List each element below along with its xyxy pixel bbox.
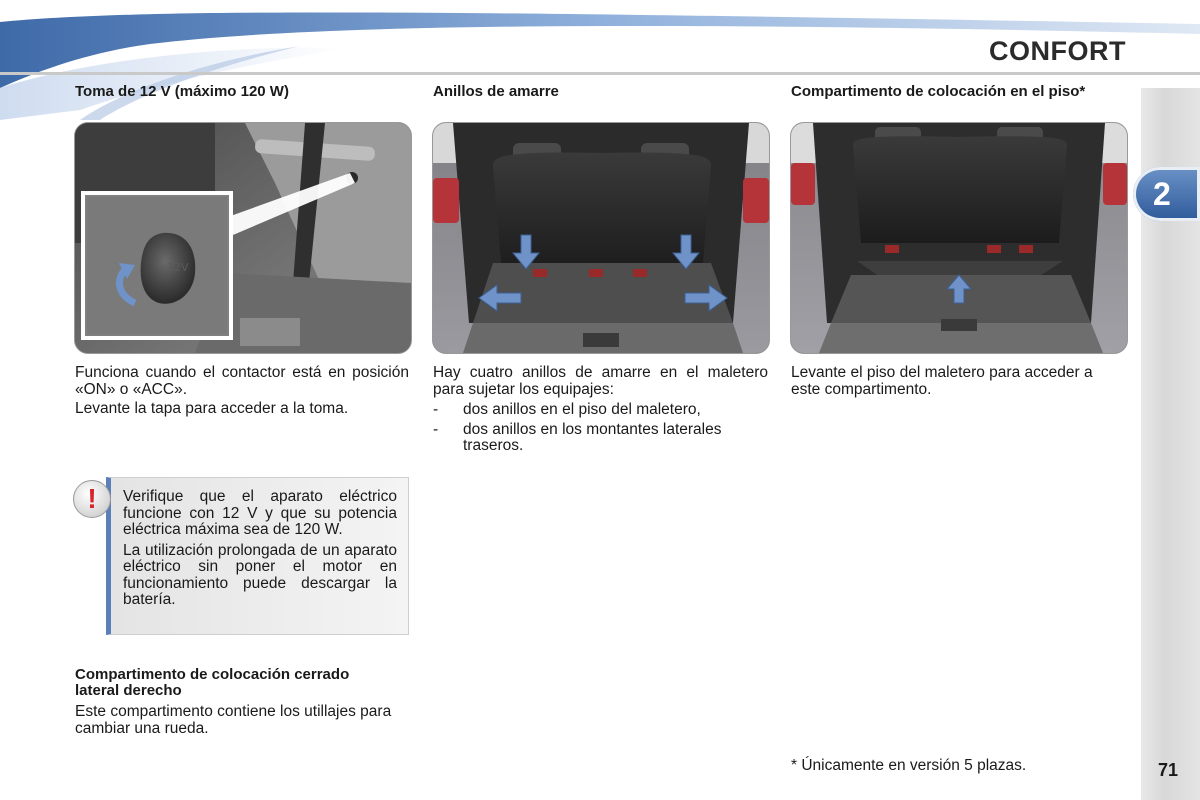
column2-text (433, 365, 768, 458)
tie-down-intro: Hay cuatro anillos de amarre en el maletero para sujetar los equipajes: (433, 364, 768, 398)
socket-label: 12V (167, 261, 189, 274)
section-title: CONFORT (989, 36, 1126, 66)
floor-compartment-text: Levante el piso del maletero para acceder a este compartimento. (791, 364, 1093, 398)
heading-floor-compartment: Compartimento de colocación en el piso* (791, 83, 1086, 100)
heading-side-compartment: Compartimento de colocación cerrado lateral derecho (75, 666, 350, 699)
warning-paragraph-2: La utilización prolongada de un aparato eléctrico sin poner el motor en funcionamiento puede descargar la batería. (123, 541, 397, 608)
chapter-number: 2 (1153, 176, 1171, 212)
column1-text (75, 365, 409, 418)
tie-down-list (433, 402, 768, 455)
socket-operation-text: Funciona cuando el contactor está en posición «ON» o «ACC». (75, 364, 409, 398)
photo-floor-compartment (790, 122, 1128, 354)
footnote: * Únicamente en versión 5 plazas. (791, 757, 1027, 774)
photo-12v-socket (74, 122, 412, 354)
warning-text (123, 489, 397, 613)
exclamation-icon: ! (73, 480, 111, 518)
heading-tie-down-rings: Anillos de amarre (433, 83, 559, 100)
socket-access-text: Levante la tapa para acceder a la toma. (75, 400, 349, 417)
list-item: - dos anillos en el piso del maletero, (433, 402, 768, 419)
chapter-tab (1133, 167, 1200, 221)
list-item: - dos anillos en los montantes laterales traseros. (433, 422, 768, 455)
warning-paragraph-1: Verifique que el aparato eléctrico funcione con 12 V y que su potencia eléctrica máxima sea de 120 W. (123, 488, 397, 538)
page-number: 71 (1158, 760, 1179, 780)
photo-tie-down-rings (432, 122, 770, 354)
heading-12v-socket: Toma de 12 V (máximo 120 W) (75, 83, 289, 100)
side-compartment-text: Este compartimento contiene los utillajes para cambiar una rueda. (75, 703, 392, 737)
